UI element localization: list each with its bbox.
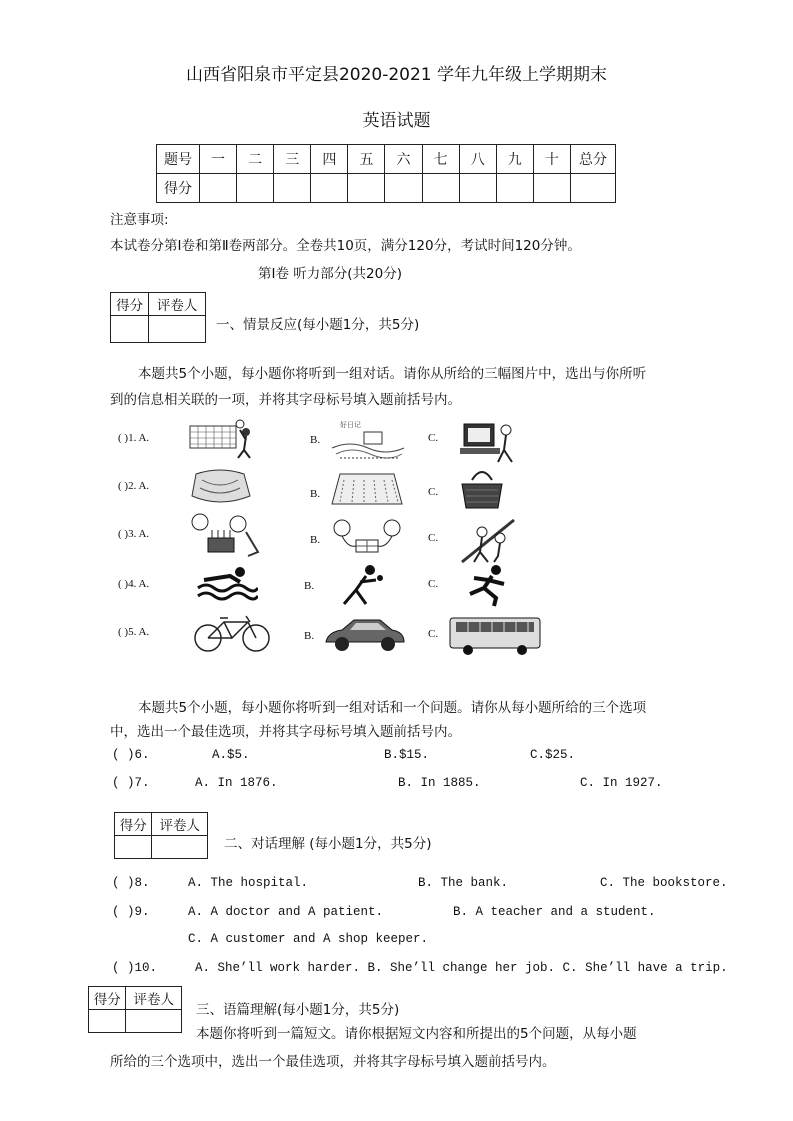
blank-score-cell[interactable]: [200, 174, 237, 203]
item-1-option-b: B.: [310, 434, 321, 446]
item-5-option-b: B.: [304, 630, 315, 642]
score-cell: 二: [237, 145, 274, 174]
score-cell: 总分: [571, 145, 616, 174]
q6-option-c[interactable]: C.$25.: [530, 748, 576, 762]
section1-intro-line2: 到的信息相关联的一项，并将其字母标号填入题前括号内。: [110, 392, 461, 408]
q9-option-c[interactable]: C. A customer and A shop keeper.: [188, 932, 429, 946]
grader-score-label: 得分: [89, 987, 126, 1010]
score-table-score-row: [157, 174, 616, 203]
score-cell: 三: [274, 145, 311, 174]
grader-score-blank[interactable]: [89, 1010, 126, 1033]
q8-option-b[interactable]: B. The bank.: [418, 876, 509, 890]
score-cell: 十: [533, 145, 570, 174]
blank-score-cell[interactable]: [274, 174, 311, 203]
item-4-option-c: C.: [428, 578, 439, 590]
grader-reviewer-blank[interactable]: [152, 836, 208, 859]
q8-option-c[interactable]: C. The bookstore.: [600, 876, 728, 890]
grader-reviewer-label: 评卷人: [152, 813, 208, 836]
blank-score-cell[interactable]: [311, 174, 348, 203]
section1b-intro-line1: 本题共5个小题，每小题你将听到一组对话和一个问题。请你从每小题所给的三个选项: [138, 700, 647, 716]
bicycle-picture: [192, 610, 274, 656]
blank-score-cell[interactable]: [385, 174, 422, 203]
swimming-icon: [196, 566, 258, 602]
q7-option-c[interactable]: C. In 1927.: [580, 776, 663, 790]
grader-score-blank[interactable]: [115, 836, 152, 859]
section1-heading: 一、情景反应(每小题1分，共5分): [216, 317, 420, 333]
birthday-picture: [186, 512, 264, 560]
item-5-option-c: C.: [428, 628, 439, 640]
score-cell: 七: [422, 145, 459, 174]
grader-score-label: 得分: [115, 813, 152, 836]
item-4-number: ( )4. A.: [118, 578, 150, 590]
chess-picture: [328, 518, 408, 560]
q8-option-a[interactable]: A. The hospital.: [188, 876, 309, 890]
blank-score-cell[interactable]: [348, 174, 385, 203]
score-table-header-row: [157, 145, 616, 174]
sweater-picture: [186, 466, 254, 508]
climbing-picture: [460, 516, 518, 564]
blank-score-cell[interactable]: [533, 174, 570, 203]
score-cell: 题号: [157, 145, 200, 174]
item-2-option-b: B.: [310, 488, 321, 500]
score-cell: 五: [348, 145, 385, 174]
computer-picture: [458, 420, 518, 464]
score-cell: 四: [311, 145, 348, 174]
item-1-number: ( )1. A.: [118, 432, 150, 444]
q7-number: ( )7.: [112, 776, 150, 790]
section1b-intro-line2: 中，选出一个最佳选项，并将其字母标号填入题前括号内。: [110, 724, 461, 740]
grader-score-label: 得分: [111, 293, 149, 316]
section1-intro-line1: 本题共5个小题，每小题你将听到一组对话。请你从所给的三幅图片中，选出与你所听: [138, 366, 647, 382]
diary-picture: [330, 428, 406, 462]
q10-options[interactable]: A. She’ll work harder. B. She’ll change her job. C. She’ll have a trip.: [195, 961, 728, 975]
item-2-number: ( )2. A.: [118, 480, 150, 492]
bus-picture: [446, 612, 544, 656]
grader-score-blank[interactable]: [111, 316, 149, 343]
q7-option-a[interactable]: A. In 1876.: [195, 776, 278, 790]
blank-score-cell[interactable]: [496, 174, 533, 203]
grader-reviewer-label: 评卷人: [126, 987, 182, 1010]
q6-option-b[interactable]: B.$15.: [384, 748, 430, 762]
part1-title: 第Ⅰ卷 听力部分(共20分): [258, 266, 402, 282]
grader-box: [110, 292, 206, 343]
item-4-option-b: B.: [304, 580, 315, 592]
item-2-option-c: C.: [428, 486, 439, 498]
score-cell: 八: [459, 145, 496, 174]
q9-option-b[interactable]: B. A teacher and a student.: [453, 905, 656, 919]
grader-reviewer-label: 评卷人: [149, 293, 206, 316]
section3-heading: 三、语篇理解(每小题1分，共5分): [196, 1002, 400, 1018]
item-1-option-c: C.: [428, 432, 439, 444]
skirt-picture: [330, 470, 406, 510]
item-5-number: ( )5. A.: [118, 626, 150, 638]
score-cell: 六: [385, 145, 422, 174]
item-3-number: ( )3. A.: [118, 528, 150, 540]
q6-number: ( )6.: [112, 748, 150, 762]
section3-intro-line1: 本题你将听到一篇短文。请你根据短文内容和所提出的5个问题，从每小题: [196, 1026, 637, 1042]
q8-number: ( )8.: [112, 876, 150, 890]
exam-title-line1: 山西省阳泉市平定县2020-2021 学年九年级上学期期末: [185, 65, 608, 85]
score-cell: 九: [496, 145, 533, 174]
running-icon: [460, 564, 520, 608]
item-3-option-b: B.: [310, 534, 321, 546]
q7-option-b[interactable]: B. In 1885.: [398, 776, 481, 790]
item-3-option-c: C.: [428, 532, 439, 544]
blank-score-cell[interactable]: [459, 174, 496, 203]
table-tennis-icon: [336, 564, 386, 608]
section3-intro-line2: 所给的三个选项中，选出一个最佳选项，并将其字母标号填入题前括号内。: [110, 1054, 556, 1070]
q6-option-a[interactable]: A.$5.: [212, 748, 250, 762]
car-picture: [322, 612, 408, 656]
blank-score-cell[interactable]: [237, 174, 274, 203]
notes-text: 本试卷分第Ⅰ卷和第Ⅱ卷两部分。全卷共10页，满分120分，考试时间120分钟。: [110, 238, 581, 254]
score-table: [156, 144, 616, 203]
grader-box: [114, 812, 208, 859]
volleyball-picture: [188, 418, 258, 460]
notes-heading: 注意事项:: [110, 212, 169, 228]
grader-reviewer-blank[interactable]: [126, 1010, 182, 1033]
blank-score-cell[interactable]: [422, 174, 459, 203]
q9-option-a[interactable]: A. A doctor and A patient.: [188, 905, 384, 919]
score-cell: 一: [200, 145, 237, 174]
grader-box: [88, 986, 182, 1033]
exam-title-line2: 英语试题: [362, 111, 431, 131]
score-row-label: 得分: [157, 174, 200, 203]
grader-reviewer-blank[interactable]: [149, 316, 206, 343]
diary-sketch-label: 好日记: [340, 421, 361, 429]
blank-score-cell[interactable]: [571, 174, 616, 203]
section2-heading: 二、对话理解 (每小题1分，共5分): [224, 836, 432, 852]
q9-number: ( )9.: [112, 905, 150, 919]
q10-number: ( )10.: [112, 961, 158, 975]
handbag-picture: [458, 464, 508, 510]
